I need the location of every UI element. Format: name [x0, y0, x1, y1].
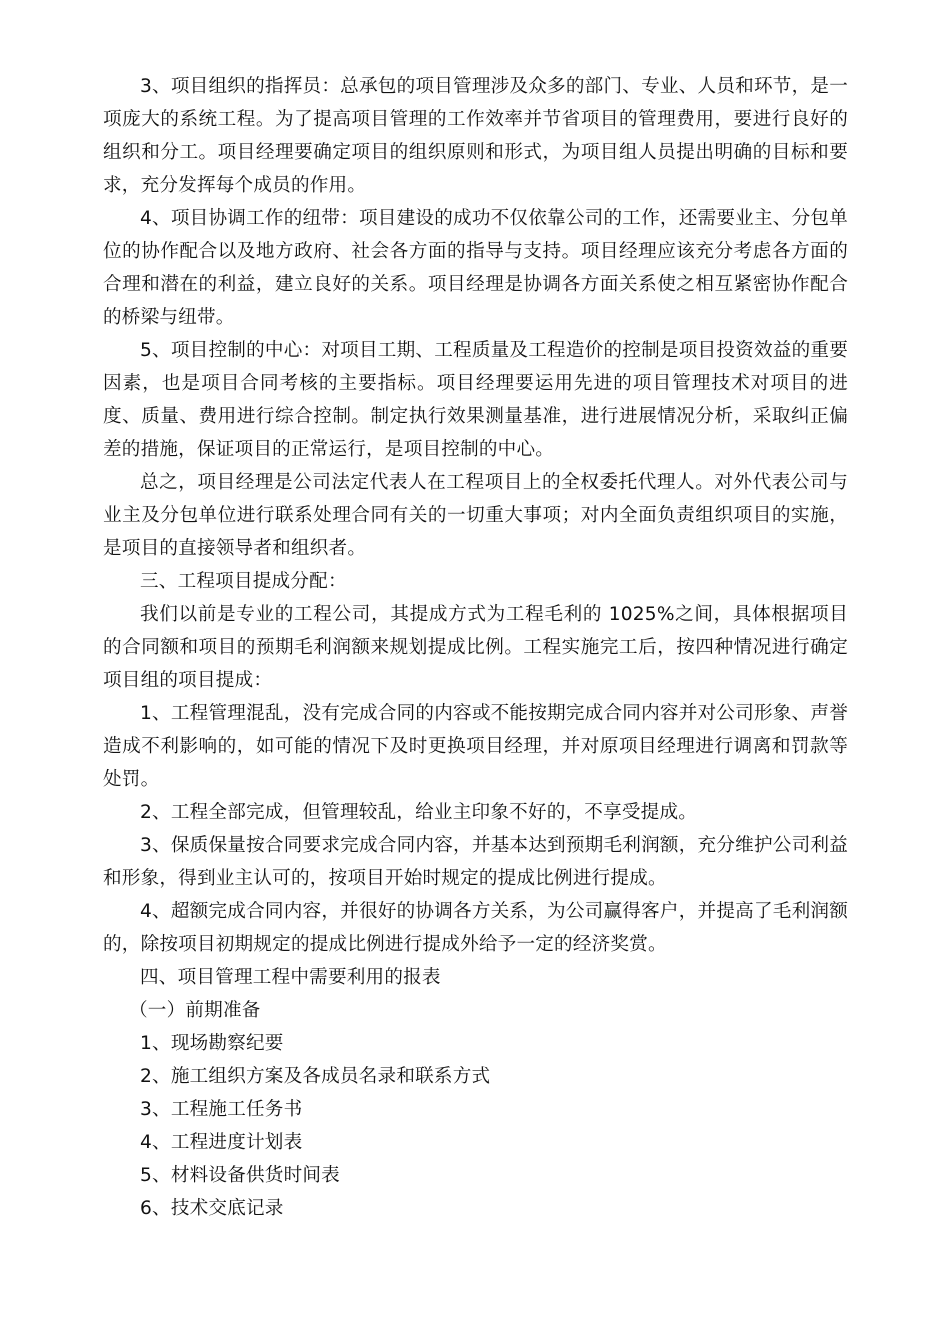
paragraph-commission-case-4: 4、超额完成合同内容，并很好的协调各方关系，为公司赢得客户，并提高了毛利润额的，除按项目初期规定的提成比例进行提成外给予一定的经济奖赏。 [103, 901, 848, 955]
list-item-construction-plan: 2、施工组织方案及各成员名录和联系方式 [140, 1066, 491, 1087]
list-item-schedule: 4、工程进度计划表 [140, 1132, 303, 1153]
list-item-task-book: 3、工程施工任务书 [140, 1099, 303, 1120]
paragraph-commission-case-2: 2、工程全部完成，但管理较乱，给业主印象不好的，不享受提成。 [140, 802, 698, 823]
list-item-technical-briefing: 6、技术交底记录 [140, 1198, 284, 1219]
paragraph-summary: 总之，项目经理是公司法定代表人在工程项目上的全权委托代理人。对外代表公司与业主及分包单位进行联系处理合同有关的一切重大事项；对内全面负责组织项目的实施，是项目的直接领导者和组织者。 [103, 472, 848, 559]
paragraph-commission-case-1: 1、工程管理混乱，没有完成合同的内容或不能按期完成合同内容并对公司形象、声誉造成不利影响的，如可能的情况下及时更换项目经理，并对原项目经理进行调离和罚款等处罚。 [103, 703, 848, 790]
paragraph-project-organization: 3、项目组织的指挥员：总承包的项目管理涉及众多的部门、专业、人员和环节，是一项庞大的系统工程。为了提高项目管理的工作效率并节省项目的管理费用，要进行良好的组织和分工。项目经理要确定项目的组织原则和形式，为项目组人员提出明确的目标和要求，充分发挥每个成员的作用。 [103, 76, 848, 196]
heading-commission-distribution: 三、工程项目提成分配： [140, 571, 347, 592]
paragraph-project-control: 5、项目控制的中心：对项目工期、工程质量及工程造价的控制是项目投资效益的重要因素，也是项目合同考核的主要指标。项目经理要运用先进的项目管理技术对项目的进度、质量、费用进行综合控制。制定执行效果测量基准，进行进展情况分析，采取纠正偏差的措施，保证项目的正常运行，是项目控制的中心。 [103, 340, 848, 460]
list-item-supply-timetable: 5、材料设备供货时间表 [140, 1165, 340, 1186]
subheading-preliminary-preparation: （一）前期准备 [129, 1000, 261, 1021]
heading-report-forms: 四、项目管理工程中需要利用的报表 [140, 967, 441, 988]
document-page [103, 70, 848, 1225]
paragraph-commission-intro: 我们以前是专业的工程公司，其提成方式为工程毛利的 1025%之间，具体根据项目的合同额和项目的预期毛利润额来规划提成比例。工程实施完工后，按四种情况进行确定项目组的项目提成： [103, 604, 848, 691]
paragraph-project-coordination: 4、项目协调工作的纽带：项目建设的成功不仅依靠公司的工作，还需要业主、分包单位的协作配合以及地方政府、社会各方面的指导与支持。项目经理应该充分考虑各方面的合理和潜在的利益，建立良好的关系。项目经理是协调各方面关系使之相互紧密协作配合的桥梁与纽带。 [103, 208, 848, 328]
paragraph-commission-case-3: 3、保质保量按合同要求完成合同内容，并基本达到预期毛利润额，充分维护公司利益和形象，得到业主认可的，按项目开始时规定的提成比例进行提成。 [103, 835, 848, 889]
list-item-site-survey: 1、现场勘察纪要 [140, 1033, 284, 1054]
